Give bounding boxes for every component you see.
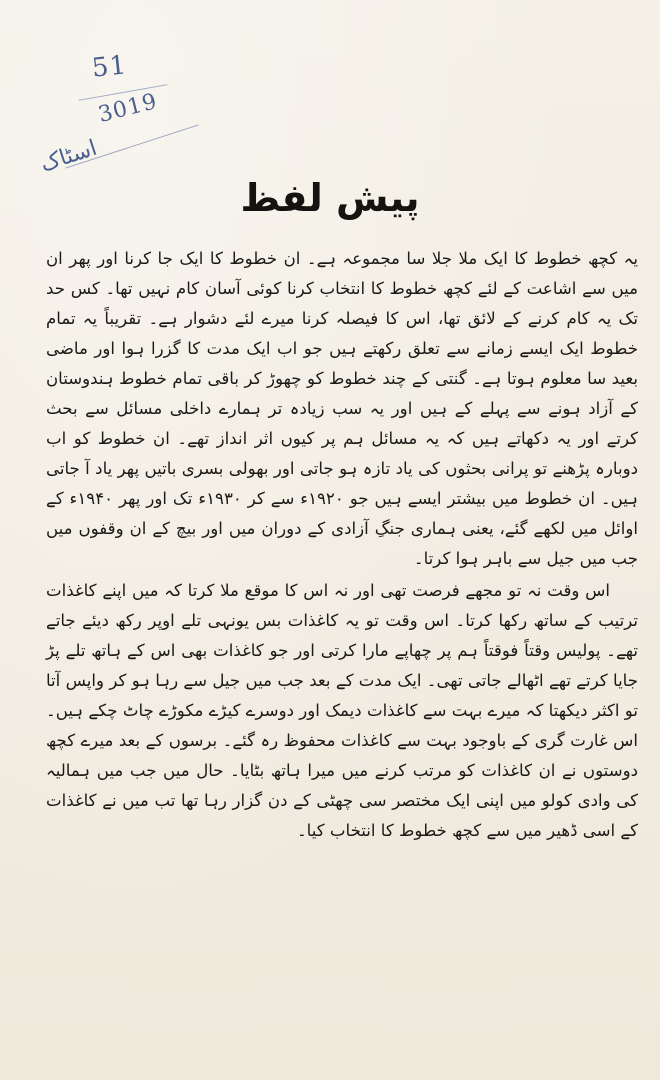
paragraph-2: اس وقت نہ تو مجھے فرصت تھی اور نہ اس کا موقع ملا کرتا کہ میں اپنے کاغذات ترتیب کے ساتھ رکھا کرتا۔ اس وقت تو یہ کاغذات بس یونہی تلے اوپر رکھ دیئے جاتے تھے۔ پولیس وقتاً فوقتاً ہم پر چھاپے مارا کرتی اور جو کاغذات بھی اس کے ہاتھ تلے پڑ جایا کرتے تھے اٹھالے جاتی تھی۔ ایک مدت کے بعد جب میں جیل سے رہا ہو کر واپس آتا تو اکثر دیکھتا کہ میرے بہت سے کاغذات دیمک اور دوسرے کیڑے مکوڑے چاٹ چکے ہیں۔ اس غارت گری کے باوجود بہت سے کاغذات محفوظ رہ گئے۔ برسوں کے بعد میرے کچھ دوستوں نے ان کاغذات کو مرتب کرنے میں میرا ہاتھ بٹایا۔ حال میں جب میں ہمالیہ کی وادی کولو میں اپنی ایک مختصر سی چھٹی کے دن گزار رہا تھا تب میں نے کاغذات کے اسی ڈھیر میں سے کچھ خطوط کا انتخاب کیا۔ bbox=[46, 581, 638, 840]
handwritten-accession-number: 3019 bbox=[95, 89, 161, 128]
body-text bbox=[46, 244, 638, 846]
handwritten-annotation bbox=[37, 50, 210, 192]
page-title: پیش لفظ bbox=[240, 176, 420, 220]
paragraph-1: یہ کچھ خطوط کا ایک ملا جلا سا مجموعہ ہے۔ ان خطوط کا ایک جا کرنا اور پھر ان میں سے اشاعت کے لئے کچھ خطوط کا انتخاب کرنا کوئی آسان کام نہیں تھا۔ کس حد تک یہ کام کرنے کے لائق تھا، اس کا فیصلہ کرنا میرے لئے دشوار ہے۔ تقریباً یہ تمام خطوط ایک ایسے زمانے سے تعلق رکھتے ہیں جو اب ایک مدت کا گزرا ہوا اور ماضی بعید سا معلوم ہوتا ہے۔ گنتی کے چند خطوط کو چھوڑ کر باقی تمام خطوط ہندوستان کے آزاد ہونے سے پہلے کے ہیں اور یہ سب زیادہ تر ہمارے داخلی مسائل سے بحث کرتے اور یہ دکھاتے ہیں کہ یہ مسائل ہم پر کیوں اثر انداز تھے۔ ان خطوط کو اب دوبارہ پڑھنے تو پرانی بحثوں کی یاد تازہ ہو جاتی اور بھولی بسری باتیں پھر یاد آ جاتی ہیں۔ ان خطوط میں بیشتر ایسے ہیں جو ۱۹۲۰ء سے کر ۱۹۳۰ء تک اور پھر ۱۹۴۰ء کے اوائل میں لکھے گئے، یعنی ہماری جنگِ آزادی کے دوران میں اور بیچ کے ان وقفوں میں جب میں جیل سے باہر ہوا کرتا۔ bbox=[46, 249, 639, 568]
handwritten-number-top: 51 bbox=[90, 50, 129, 84]
handwritten-stock-note: اسٹاک bbox=[37, 135, 101, 178]
